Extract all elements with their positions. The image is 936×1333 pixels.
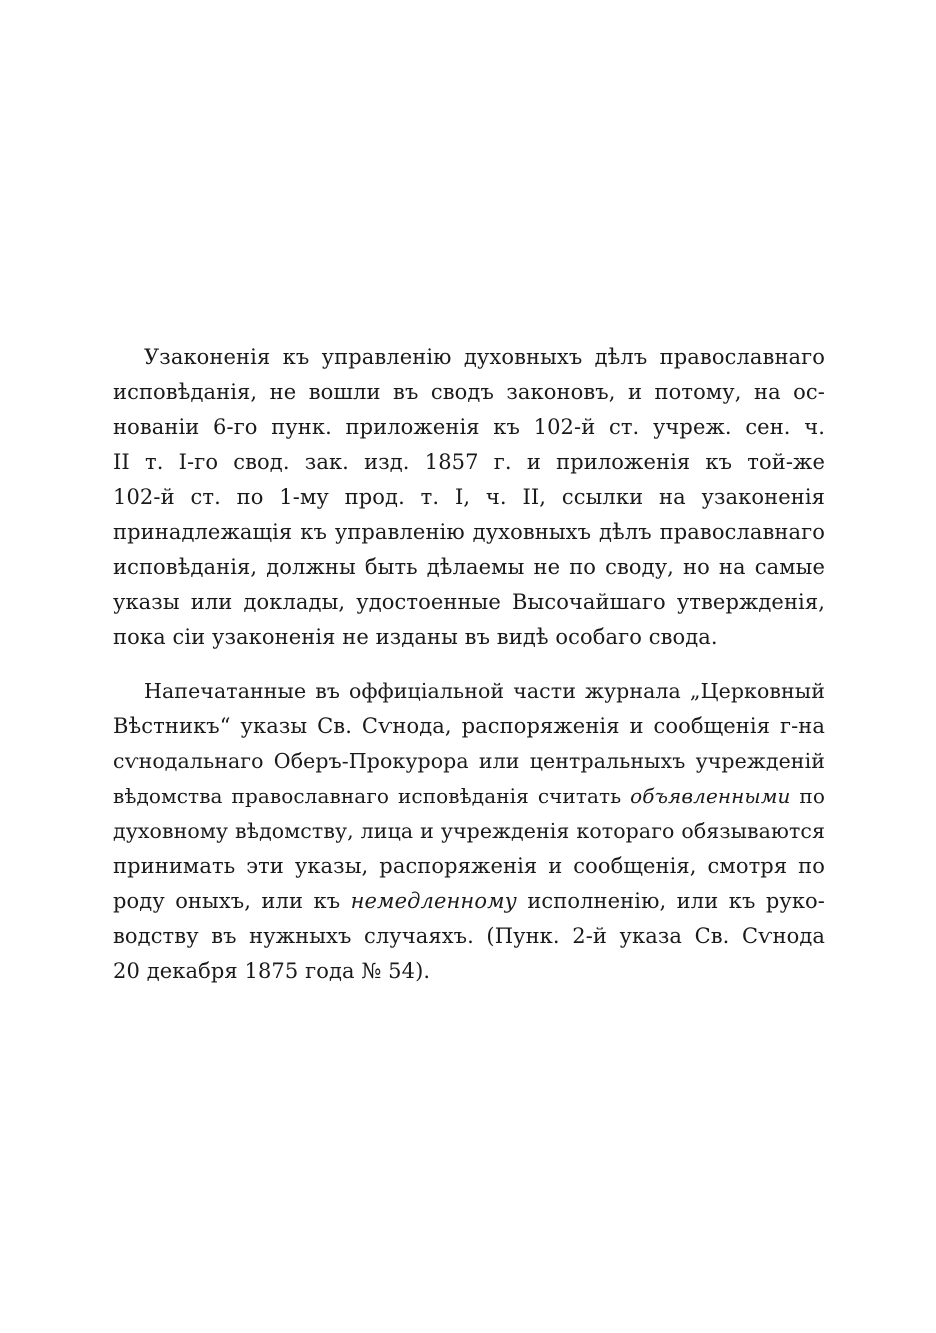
paragraph-1 [113,340,825,655]
text-line: II т. I-го свод. зак. изд. 1857 г. и приложенія къ той-же [113,450,825,474]
text-segment: по [790,784,826,808]
text-line: 20 декабря 1875 года № 54). [113,959,431,983]
text-line: 102-й ст. по 1-му прод. т. I, ч. II, ссылки на узаконенія [113,485,825,509]
text-line [113,779,825,814]
emphasis-text: немедленному [350,889,517,913]
text-line: сѵнодальнаго Оберъ-Прокурора или центральныхъ учрежденій [113,749,825,773]
text-segment: исполненію, или къ руко- [516,889,825,913]
text-line: указы или доклады, удостоенные Высочайшаго утвержденія, [113,590,825,614]
text-line: исповѣданія, должны быть дѣлаемы не по своду, но на самые [113,555,825,579]
text-line [113,884,825,919]
text-line: Вѣстникъ“ указы Св. Сѵнода, распоряженія и сообщенія г-на [113,714,825,738]
text-line: нованіи 6-го пунк. приложенія къ 102-й ст. учреж. сен. ч. [113,415,825,439]
text-line: Узаконенія къ управленію духовныхъ дѣлъ православнаго [144,345,825,369]
text-line: Напечатанные въ оффиціальной части журнала „Церковный [144,679,825,703]
text-line: исповѣданія, не вошли въ сводъ законовъ, и потому, на ос- [113,380,825,404]
text-segment: вѣдомства православнаго исповѣданія считать [113,784,631,808]
text-line: пока сіи узаконенія не изданы въ видѣ особаго свода. [113,625,718,649]
paragraph-2 [113,674,825,989]
emphasis-text: объявленными [630,784,791,808]
text-segment: роду оныхъ, или къ [113,889,351,913]
body-text [113,340,825,989]
text-line: духовному вѣдомству, лица и учрежденія котораго обязываются [113,819,825,843]
text-line: принадлежащія къ управленію духовныхъ дѣлъ православнаго [113,520,825,544]
text-line: водству въ нужныхъ случаяхъ. (Пунк. 2-й указа Св. Сѵнода [113,924,825,948]
text-line: принимать эти указы, распоряженія и сообщенія, смотря по [113,854,825,878]
